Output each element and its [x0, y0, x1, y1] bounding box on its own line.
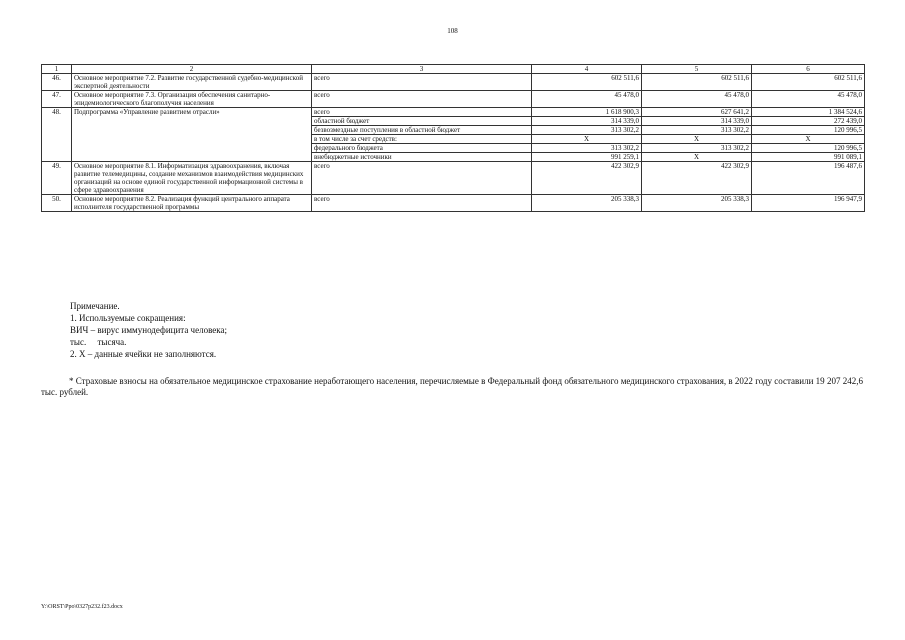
value-col-6: 196 487,6 [752, 162, 865, 195]
value-col-4: 602 511,6 [532, 74, 642, 91]
column-header: 6 [752, 65, 865, 74]
notes-line: тыс. тысяча. [70, 337, 127, 347]
table-row [42, 195, 865, 212]
funding-source: всего [312, 195, 532, 212]
value-col-6: 120 996,5 [752, 144, 865, 153]
value-col-5: X [642, 135, 752, 144]
funding-source: всего [312, 108, 532, 117]
notes-line: 2. Х – данные ячейки не заполняются. [70, 349, 217, 359]
value-col-6: 1 384 524,6 [752, 108, 865, 117]
funding-source: всего [312, 162, 532, 195]
value-col-5: 422 302,9 [642, 162, 752, 195]
value-col-5: X [642, 153, 752, 162]
value-col-4: 1 618 900,3 [532, 108, 642, 117]
value-col-6: 120 996,5 [752, 126, 865, 135]
column-header: 2 [72, 65, 312, 74]
column-header: 1 [42, 65, 72, 74]
notes-line: 1. Используемые сокращения: [70, 313, 186, 323]
notes-block [70, 300, 227, 360]
activity-name: Основное мероприятие 7.3. Организация обеспечения санитарно-эпидемиологического благополучия населения [72, 91, 312, 108]
value-col-5: 313 302,2 [642, 126, 752, 135]
table-row [42, 162, 865, 195]
value-col-4: 45 478,0 [532, 91, 642, 108]
value-col-6: 272 439,0 [752, 117, 865, 126]
value-col-5: 313 302,2 [642, 144, 752, 153]
funding-source: всего [312, 91, 532, 108]
activity-name: Основное мероприятие 8.2. Реализация функций центрального аппарата исполнителя государственной программы [72, 195, 312, 212]
value-col-6: 196 947,9 [752, 195, 865, 212]
notes-line: ВИЧ – вирус иммунодефицита человека; [70, 325, 227, 335]
table-row [42, 108, 865, 117]
column-header: 4 [532, 65, 642, 74]
value-col-5: 45 478,0 [642, 91, 752, 108]
row-index: 49. [42, 162, 72, 195]
row-index: 48. [42, 108, 72, 162]
value-col-4: 313 302,2 [532, 126, 642, 135]
activity-name: Подпрограмма «Управление развитием отрасли» [72, 108, 312, 162]
funding-source: внебюджетные источники [312, 153, 532, 162]
row-index: 47. [42, 91, 72, 108]
value-col-4: 314 339,0 [532, 117, 642, 126]
value-col-4: 205 338,3 [532, 195, 642, 212]
table-row [42, 74, 865, 91]
notes-title: Примечание. [70, 301, 120, 311]
value-col-5: 627 641,2 [642, 108, 752, 117]
funding-source: федерального бюджета [312, 144, 532, 153]
activity-name: Основное мероприятие 7.2. Развитие государственной судебно-медицинской экспертной деятельности [72, 74, 312, 91]
value-col-4: 313 302,2 [532, 144, 642, 153]
column-header: 3 [312, 65, 532, 74]
column-header: 5 [642, 65, 752, 74]
funding-source: всего [312, 74, 532, 91]
budget-table [41, 64, 865, 212]
funding-source: безвозмездные поступления в областной бюджет [312, 126, 532, 135]
value-col-4: 422 302,9 [532, 162, 642, 195]
funding-source: в том числе за счет средств: [312, 135, 532, 144]
file-path: Y:\ORST\Ppo\0327p232.f23.docx [41, 604, 123, 610]
table-row [42, 91, 865, 108]
value-col-5: 602 511,6 [642, 74, 752, 91]
value-col-5: 314 339,0 [642, 117, 752, 126]
page-number: 108 [447, 27, 458, 35]
row-index: 50. [42, 195, 72, 212]
value-col-6: 991 089,1 [752, 153, 865, 162]
value-col-6: 45 478,0 [752, 91, 865, 108]
value-col-6: 602 511,6 [752, 74, 865, 91]
value-col-6: X [752, 135, 865, 144]
value-col-4: 991 259,1 [532, 153, 642, 162]
table-header-row [42, 65, 865, 74]
value-col-4: X [532, 135, 642, 144]
funding-source: областной бюджет [312, 117, 532, 126]
activity-name: Основное мероприятие 8.1. Информатизация здравоохранения, включая развитие телемедицины, создание механизмов взаимодействия медицинских организаций на основе единой государственной информационной системы в сфере здравоохранения [72, 162, 312, 195]
footnote: * Страховые взносы на обязательное медицинское страхование неработающего населения, перечисляемые в Федеральный фонд обязательного медицинского страхования, в 2022 году составили 19 207 242,6 тыс. рублей. [41, 376, 863, 397]
row-index: 46. [42, 74, 72, 91]
value-col-5: 205 338,3 [642, 195, 752, 212]
